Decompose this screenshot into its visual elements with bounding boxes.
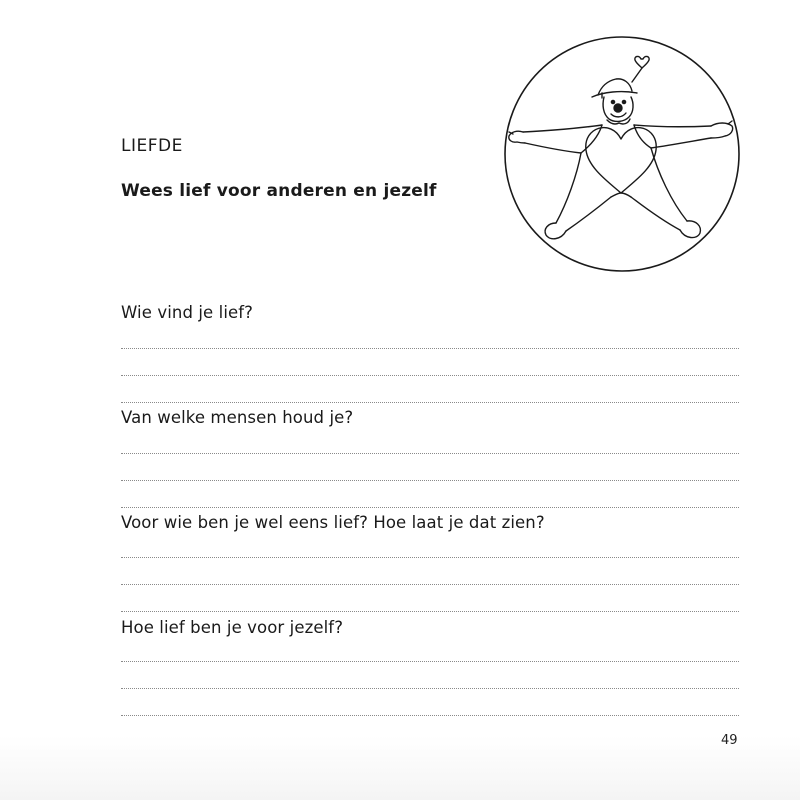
answer-line[interactable] bbox=[121, 507, 739, 508]
answer-line[interactable] bbox=[121, 611, 739, 612]
question-3: Voor wie ben je wel eens lief? Hoe laat je dat zien? bbox=[121, 513, 545, 532]
question-2: Van welke mensen houd je? bbox=[121, 408, 354, 427]
answer-line[interactable] bbox=[121, 480, 739, 481]
page-number: 49 bbox=[721, 733, 738, 748]
answer-line[interactable] bbox=[121, 715, 739, 716]
clown-with-heart-icon bbox=[503, 35, 741, 273]
answer-line[interactable] bbox=[121, 348, 739, 349]
page-title: LIEFDE bbox=[121, 136, 183, 156]
answer-line[interactable] bbox=[121, 688, 739, 689]
answer-line[interactable] bbox=[121, 453, 739, 454]
answer-line[interactable] bbox=[121, 557, 739, 558]
answer-line[interactable] bbox=[121, 402, 739, 403]
answer-line[interactable] bbox=[121, 375, 739, 376]
answer-line[interactable] bbox=[121, 661, 739, 662]
question-1: Wie vind je lief? bbox=[121, 303, 254, 322]
question-4: Hoe lief ben je voor jezelf? bbox=[121, 618, 344, 637]
answer-line[interactable] bbox=[121, 584, 739, 585]
page-subtitle: Wees lief voor anderen en jezelf bbox=[121, 181, 437, 201]
